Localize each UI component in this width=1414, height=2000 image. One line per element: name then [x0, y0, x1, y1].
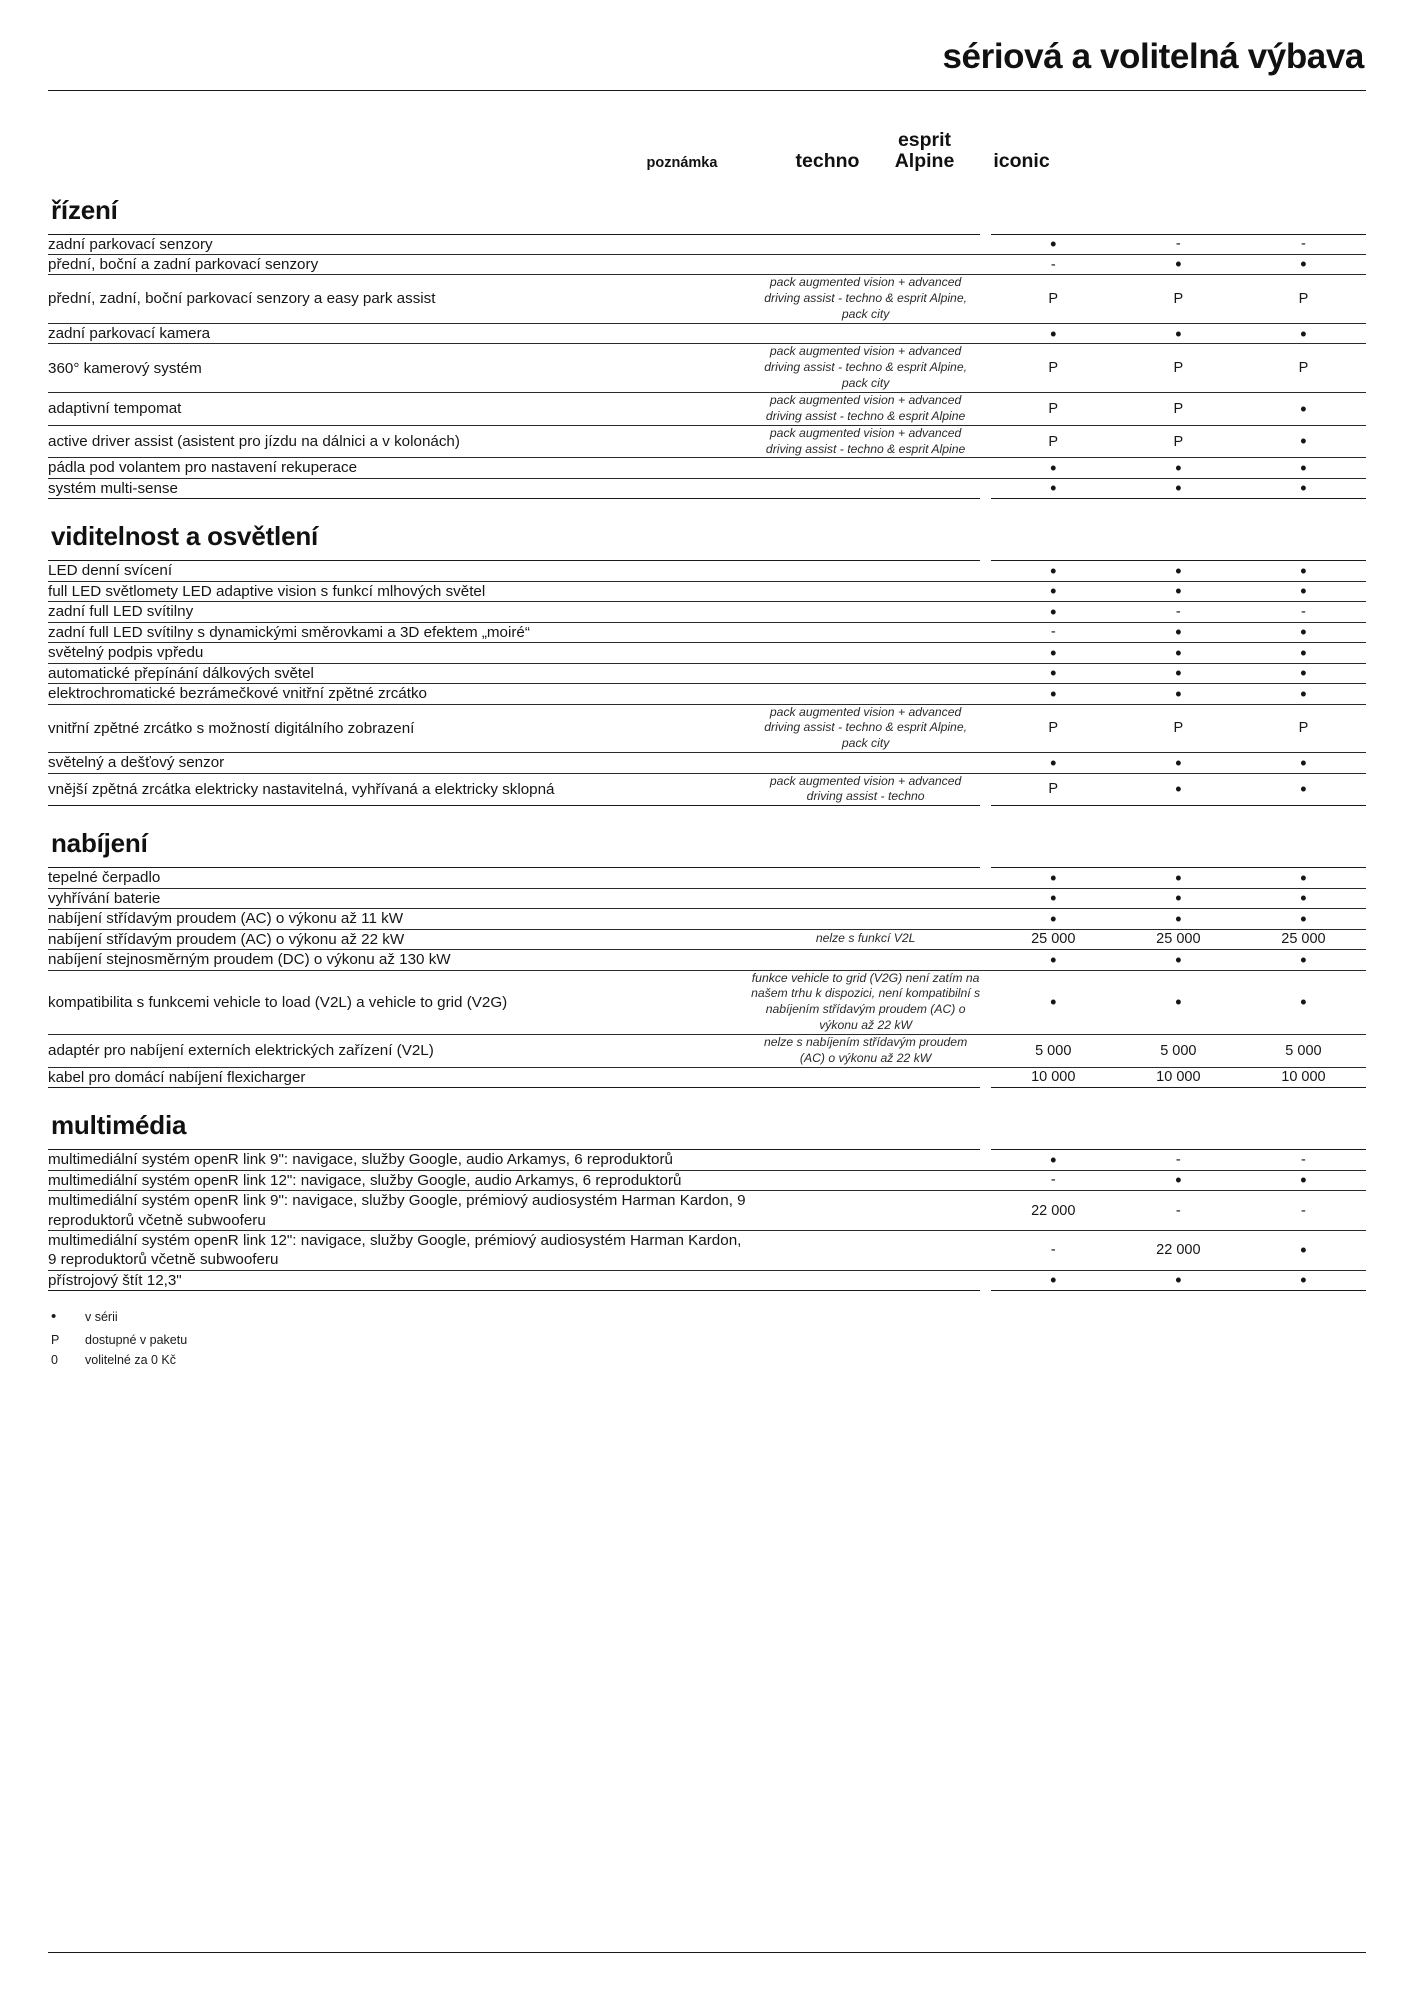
value-iconic: •: [1241, 561, 1366, 581]
value-iconic: •: [1241, 581, 1366, 601]
value-iconic: P: [1241, 275, 1366, 324]
table-row: [48, 1067, 1366, 1087]
value-iconic: -: [1241, 1191, 1366, 1231]
table-row: [48, 323, 1366, 343]
value-techno: 10 000: [991, 1067, 1116, 1087]
column-header-esprit-alpine: [876, 130, 973, 176]
feature-label: přístrojový štít 12,3": [48, 1270, 751, 1290]
value-esprit-alpine: •: [1116, 458, 1241, 478]
feature-note: [751, 581, 981, 601]
column-gap: [980, 254, 990, 274]
feature-label: adaptér pro nabíjení externích elektrických zařízení (V2L): [48, 1034, 751, 1067]
feature-label: LED denní svícení: [48, 561, 751, 581]
value-iconic: •: [1241, 1230, 1366, 1270]
value-esprit-alpine: •: [1116, 753, 1241, 773]
feature-label: nabíjení střídavým proudem (AC) o výkonu až 11 kW: [48, 909, 751, 929]
value-esprit-alpine: •: [1116, 643, 1241, 663]
value-techno: P: [991, 425, 1116, 458]
spec-table: [48, 560, 1366, 806]
value-esprit-alpine: •: [1116, 1170, 1241, 1190]
feature-note: [751, 888, 981, 908]
feature-note: pack augmented vision + advanced driving assist - techno & esprit Alpine, pack city: [751, 344, 981, 393]
column-header-esprit-alpine-line-2: Alpine: [894, 150, 955, 173]
feature-label: systém multi-sense: [48, 478, 751, 498]
feature-label: multimediální systém openR link 12": navigace, služby Google, audio Arkamys, 6 reproduktorů: [48, 1170, 751, 1190]
feature-label: multimediální systém openR link 12": navigace, služby Google, prémiový audiosystém Harman Kardon, 9 reproduktorů včetně subwooferu: [48, 1230, 751, 1270]
value-iconic: •: [1241, 254, 1366, 274]
value-iconic: •: [1241, 643, 1366, 663]
value-esprit-alpine: -: [1116, 1150, 1241, 1170]
table-row: [48, 1150, 1366, 1170]
value-esprit-alpine: •: [1116, 684, 1241, 704]
table-row: [48, 753, 1366, 773]
feature-label: active driver assist (asistent pro jízdu na dálnici a v kolonách): [48, 425, 751, 458]
value-esprit-alpine: 10 000: [1116, 1067, 1241, 1087]
value-esprit-alpine: •: [1116, 888, 1241, 908]
table-row: [48, 275, 1366, 324]
value-techno: •: [991, 478, 1116, 498]
value-techno: •: [991, 1270, 1116, 1290]
column-gap: [980, 888, 990, 908]
table-row: [48, 888, 1366, 908]
value-iconic: •: [1241, 950, 1366, 970]
value-techno: P: [991, 393, 1116, 426]
feature-label: vnitřní zpětné zrcátko s možností digitálního zobrazení: [48, 704, 751, 753]
table-row: [48, 950, 1366, 970]
table-row: [48, 663, 1366, 683]
column-gap: [980, 561, 990, 581]
feature-note: [751, 234, 981, 254]
column-gap: [980, 478, 990, 498]
column-gap: [980, 663, 990, 683]
value-techno: •: [991, 234, 1116, 254]
value-iconic: -: [1241, 1150, 1366, 1170]
feature-label: automatické přepínání dálkových světel: [48, 663, 751, 683]
value-techno: •: [991, 684, 1116, 704]
value-techno: -: [991, 1230, 1116, 1270]
value-esprit-alpine: •: [1116, 663, 1241, 683]
legend: [51, 1305, 1366, 1370]
value-esprit-alpine: •: [1116, 254, 1241, 274]
value-techno: P: [991, 773, 1116, 806]
footer-divider: [48, 1952, 1366, 1953]
feature-label: zadní parkovací senzory: [48, 234, 751, 254]
column-gap: [980, 643, 990, 663]
table-row: [48, 643, 1366, 663]
feature-label: nabíjení střídavým proudem (AC) o výkonu až 22 kW: [48, 929, 751, 949]
value-techno: -: [991, 622, 1116, 642]
section-title: řízení: [51, 194, 118, 225]
section-4: [48, 1110, 1366, 1291]
table-row: [48, 344, 1366, 393]
column-header-note: poznámka: [646, 154, 718, 171]
value-esprit-alpine: •: [1116, 561, 1241, 581]
feature-note: pack augmented vision + advanced driving assist - techno: [751, 773, 981, 806]
value-esprit-alpine: •: [1116, 1270, 1241, 1290]
value-techno: P: [991, 275, 1116, 324]
page-title: sériová a volitelná výbava: [942, 37, 1364, 76]
feature-note: [751, 950, 981, 970]
column-gap: [980, 753, 990, 773]
feature-label: zadní full LED svítilny: [48, 602, 751, 622]
spec-table: [48, 867, 1366, 1088]
column-gap: [980, 323, 990, 343]
value-techno: •: [991, 909, 1116, 929]
feature-note: [751, 602, 981, 622]
table-row: [48, 704, 1366, 753]
value-esprit-alpine: •: [1116, 581, 1241, 601]
feature-note: nelze s funkcí V2L: [751, 929, 981, 949]
feature-note: pack augmented vision + advanced driving assist - techno & esprit Alpine: [751, 393, 981, 426]
value-techno: •: [991, 602, 1116, 622]
value-iconic: •: [1241, 773, 1366, 806]
column-gap: [980, 950, 990, 970]
table-row: [48, 478, 1366, 498]
value-esprit-alpine: •: [1116, 478, 1241, 498]
feature-note: [751, 561, 981, 581]
feature-label: světelný podpis vpředu: [48, 643, 751, 663]
feature-note: [751, 1230, 981, 1270]
value-iconic: -: [1241, 234, 1366, 254]
table-row: [48, 684, 1366, 704]
table-row: [48, 1034, 1366, 1067]
column-gap: [980, 622, 990, 642]
feature-note: [751, 323, 981, 343]
feature-note: pack augmented vision + advanced driving assist - techno & esprit Alpine, pack city: [751, 275, 981, 324]
table-row: [48, 1270, 1366, 1290]
value-techno: •: [991, 868, 1116, 888]
feature-label: elektrochromatické bezrámečkové vnitřní zpětné zrcátko: [48, 684, 751, 704]
value-techno: •: [991, 643, 1116, 663]
table-row: [48, 970, 1366, 1034]
value-techno: P: [991, 704, 1116, 753]
value-esprit-alpine: -: [1116, 234, 1241, 254]
feature-label: tepelné čerpadlo: [48, 868, 751, 888]
section-title: multimédia: [51, 1110, 187, 1141]
value-techno: -: [991, 1170, 1116, 1190]
feature-label: kabel pro domácí nabíjení flexicharger: [48, 1067, 751, 1087]
section-1: [48, 195, 1366, 500]
value-esprit-alpine: P: [1116, 393, 1241, 426]
feature-note: [751, 753, 981, 773]
value-techno: •: [991, 561, 1116, 581]
legend-symbol: 0: [51, 1352, 58, 1367]
feature-note: pack augmented vision + advanced driving assist - techno & esprit Alpine, pack city: [751, 704, 981, 753]
feature-note: [751, 643, 981, 663]
value-esprit-alpine: 5 000: [1116, 1034, 1241, 1067]
value-iconic: •: [1241, 393, 1366, 426]
value-techno: 22 000: [991, 1191, 1116, 1231]
value-iconic: P: [1241, 344, 1366, 393]
value-iconic: 5 000: [1241, 1034, 1366, 1067]
value-esprit-alpine: P: [1116, 425, 1241, 458]
table-row: [48, 909, 1366, 929]
value-techno: 5 000: [991, 1034, 1116, 1067]
document-header: [48, 0, 1366, 91]
value-esprit-alpine: •: [1116, 323, 1241, 343]
feature-label: pádla pod volantem pro nastavení rekuperace: [48, 458, 751, 478]
column-gap: [980, 1067, 990, 1087]
column-gap: [980, 581, 990, 601]
table-row: [48, 868, 1366, 888]
value-iconic: -: [1241, 602, 1366, 622]
value-iconic: •: [1241, 970, 1366, 1034]
column-header-iconic: [973, 151, 1070, 176]
value-esprit-alpine: •: [1116, 950, 1241, 970]
feature-note: [751, 909, 981, 929]
legend-item: [51, 1350, 1366, 1370]
feature-note: [751, 478, 981, 498]
table-row: [48, 773, 1366, 806]
value-iconic: •: [1241, 425, 1366, 458]
value-esprit-alpine: •: [1116, 909, 1241, 929]
column-gap: [980, 704, 990, 753]
column-gap: [980, 1150, 990, 1170]
feature-note: [751, 622, 981, 642]
value-techno: •: [991, 581, 1116, 601]
value-iconic: •: [1241, 684, 1366, 704]
value-techno: •: [991, 323, 1116, 343]
value-iconic: •: [1241, 458, 1366, 478]
column-gap: [980, 970, 990, 1034]
feature-note: [751, 1067, 981, 1087]
value-esprit-alpine: •: [1116, 868, 1241, 888]
section-3: [48, 828, 1366, 1088]
value-iconic: •: [1241, 868, 1366, 888]
value-iconic: •: [1241, 909, 1366, 929]
feature-note: [751, 458, 981, 478]
feature-note: [751, 254, 981, 274]
section-title: viditelnost a osvětlení: [51, 521, 319, 552]
value-techno: •: [991, 663, 1116, 683]
column-gap: [980, 275, 990, 324]
column-gap: [980, 909, 990, 929]
table-row: [48, 929, 1366, 949]
table-row: [48, 1170, 1366, 1190]
legend-symbol: •: [51, 1308, 57, 1326]
table-row: [48, 458, 1366, 478]
value-techno: •: [991, 950, 1116, 970]
legend-text: dostupné v paketu: [85, 1332, 188, 1347]
feature-note: [751, 663, 981, 683]
feature-note: [751, 1270, 981, 1290]
value-iconic: •: [1241, 663, 1366, 683]
value-esprit-alpine: 22 000: [1116, 1230, 1241, 1270]
table-row: [48, 581, 1366, 601]
value-techno: 25 000: [991, 929, 1116, 949]
value-techno: -: [991, 254, 1116, 274]
spec-table: [48, 234, 1366, 500]
value-esprit-alpine: •: [1116, 622, 1241, 642]
column-gap: [980, 602, 990, 622]
legend-text: v sérii: [85, 1310, 118, 1325]
column-header-row: [48, 91, 1366, 177]
value-techno: •: [991, 458, 1116, 478]
legend-item: [51, 1305, 1366, 1329]
column-gap: [980, 684, 990, 704]
table-row: [48, 254, 1366, 274]
column-gap: [980, 1170, 990, 1190]
value-iconic: •: [1241, 478, 1366, 498]
feature-label: přední, boční a zadní parkovací senzory: [48, 254, 751, 274]
column-gap: [980, 344, 990, 393]
section-2: [48, 521, 1366, 806]
table-row: [48, 622, 1366, 642]
value-iconic: P: [1241, 704, 1366, 753]
column-gap: [980, 868, 990, 888]
feature-note: pack augmented vision + advanced driving assist - techno & esprit Alpine: [751, 425, 981, 458]
feature-label: kompatibilita s funkcemi vehicle to load (V2L) a vehicle to grid (V2G): [48, 970, 751, 1034]
value-iconic: 25 000: [1241, 929, 1366, 949]
feature-label: adaptivní tempomat: [48, 393, 751, 426]
value-esprit-alpine: 25 000: [1116, 929, 1241, 949]
value-techno: •: [991, 753, 1116, 773]
sections-container: [48, 195, 1366, 1292]
value-techno: •: [991, 970, 1116, 1034]
feature-note: [751, 1170, 981, 1190]
table-row: [48, 561, 1366, 581]
column-gap: [980, 1230, 990, 1270]
legend-item: [51, 1330, 1366, 1350]
table-row: [48, 393, 1366, 426]
legend-symbol: P: [51, 1332, 60, 1347]
column-gap: [980, 773, 990, 806]
value-esprit-alpine: P: [1116, 275, 1241, 324]
feature-note: funkce vehicle to grid (V2G) není zatím na našem trhu k dispozici, není kompatibilní s nabíjením střídavým proudem (AC) o výkonu až 22 kW: [751, 970, 981, 1034]
table-row: [48, 425, 1366, 458]
value-iconic: •: [1241, 622, 1366, 642]
value-iconic: 10 000: [1241, 1067, 1366, 1087]
table-row: [48, 602, 1366, 622]
column-gap: [980, 234, 990, 254]
value-iconic: •: [1241, 753, 1366, 773]
feature-note: [751, 684, 981, 704]
value-esprit-alpine: -: [1116, 602, 1241, 622]
value-esprit-alpine: •: [1116, 773, 1241, 806]
section-title: nabíjení: [51, 828, 148, 859]
value-techno: •: [991, 1150, 1116, 1170]
table-row: [48, 234, 1366, 254]
feature-label: zadní parkovací kamera: [48, 323, 751, 343]
feature-note: [751, 868, 981, 888]
value-iconic: •: [1241, 323, 1366, 343]
column-gap: [980, 1034, 990, 1067]
column-header-techno: [779, 151, 876, 176]
legend-text: volitelné za 0 Kč: [85, 1352, 177, 1367]
feature-note: [751, 1150, 981, 1170]
feature-label: vnější zpětná zrcátka elektricky nastavitelná, vyhřívaná a elektricky sklopná: [48, 773, 751, 806]
value-esprit-alpine: •: [1116, 970, 1241, 1034]
column-gap: [980, 425, 990, 458]
feature-label: multimediální systém openR link 9": navigace, služby Google, audio Arkamys, 6 reproduktorů: [48, 1150, 751, 1170]
column-gap: [980, 1191, 990, 1231]
value-techno: P: [991, 344, 1116, 393]
value-esprit-alpine: P: [1116, 704, 1241, 753]
column-header-iconic-line-1: iconic: [993, 150, 1050, 173]
column-gap: [980, 1270, 990, 1290]
feature-label: vyhřívání baterie: [48, 888, 751, 908]
table-row: [48, 1191, 1366, 1231]
feature-label: přední, zadní, boční parkovací senzory a easy park assist: [48, 275, 751, 324]
column-gap: [980, 929, 990, 949]
table-row: [48, 1230, 1366, 1270]
feature-label: full LED světlomety LED adaptive vision s funkcí mlhových světel: [48, 581, 751, 601]
feature-label: multimediální systém openR link 9": navigace, služby Google, prémiový audiosystém Harman Kardon, 9 reproduktorů včetně subwooferu: [48, 1191, 751, 1231]
feature-label: 360° kamerový systém: [48, 344, 751, 393]
column-header-esprit-alpine-line-1: esprit: [897, 129, 952, 152]
value-techno: •: [991, 888, 1116, 908]
value-iconic: •: [1241, 1170, 1366, 1190]
feature-note: [751, 1191, 981, 1231]
column-header-techno-line-1: techno: [795, 150, 860, 173]
feature-label: světelný a dešťový senzor: [48, 753, 751, 773]
value-esprit-alpine: -: [1116, 1191, 1241, 1231]
value-iconic: •: [1241, 1270, 1366, 1290]
feature-label: zadní full LED svítilny s dynamickými směrovkami a 3D efektem „moiré“: [48, 622, 751, 642]
column-gap: [980, 458, 990, 478]
feature-note: nelze s nabíjením střídavým proudem (AC) o výkonu až 22 kW: [751, 1034, 981, 1067]
feature-label: nabíjení stejnosměrným proudem (DC) o výkonu až 130 kW: [48, 950, 751, 970]
value-iconic: •: [1241, 888, 1366, 908]
value-esprit-alpine: P: [1116, 344, 1241, 393]
column-gap: [980, 393, 990, 426]
spec-table: [48, 1149, 1366, 1291]
